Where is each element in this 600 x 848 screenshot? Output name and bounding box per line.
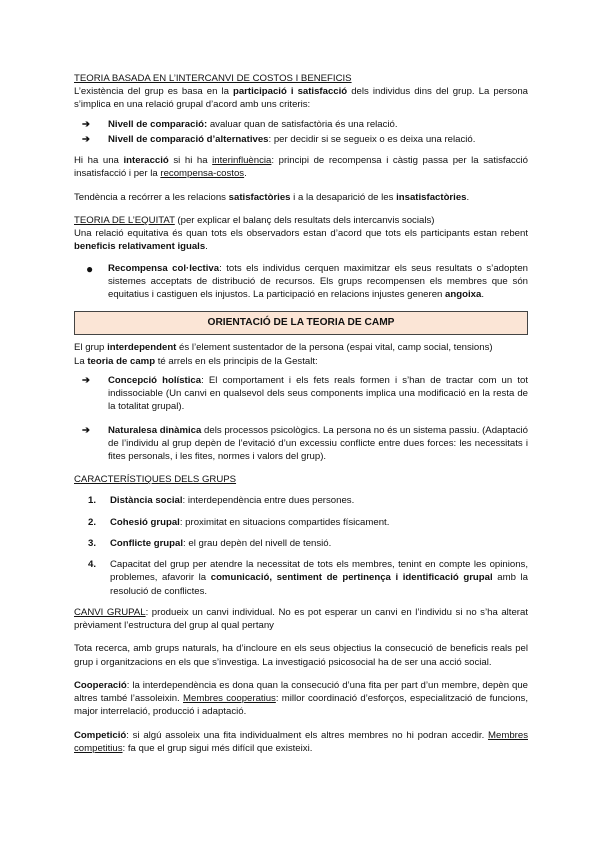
arrow-icon: ➔ <box>82 374 91 386</box>
paragraph-canvi-grupal: CANVI GRUPAL: produeix un canvi individual. No es pot esperar un canvi en l’individu si no s’ha alterat prèviament l’estructura del grup al qual pertany <box>74 606 528 632</box>
paragraph-intro: L’existència del grup es basa en la participació i satisfacció dels individus dins del grup. La persona s’implica en una relació grupal d’acord amb uns criteris: <box>74 86 528 111</box>
criteria-list <box>82 118 528 146</box>
list-item: 3. Conflicte grupal: el grau depèn del nivell de tensió. <box>88 537 332 549</box>
list-item: ➔ Nivell de comparació d’alternatives: per decidir si se segueix o es deixa una relació. <box>82 133 476 145</box>
equitat-list <box>86 262 528 302</box>
paragraph-recerca: Tota recerca, amb grups naturals, ha d’incloure en els seus objectius la consecució de beneficis reals pel grup i organitzacions en els que s’investiga. La investigació psicosocial ha de ser una acció social. <box>74 643 528 668</box>
heading-equitat: TEORIA DE L’EQUITAT (per explicar el balanç dels resultats dels intercanvis socials) <box>74 214 435 226</box>
arrow-icon: ➔ <box>82 424 91 436</box>
list-item: ➔ Naturalesa dinàmica dels processos psicològics. La persona no és un sistema passiu. (Adaptació de l’individu al grup depèn de l’evitació d’un excessiu conflicte entre dues forces: les necessitats i fites personals, i les fites, normes i valors del grup). <box>82 424 528 462</box>
list-item: ➔ Nivell de comparació: avaluar quan de satisfactòria és una relació. <box>82 118 398 130</box>
paragraph-grup: El grup interdependent és l’element sustentador de la persona (espai vital, camp social, tensions) <box>74 342 493 354</box>
list-item: 2. Cohesió grupal: proximitat en situacions compartides físicament. <box>88 516 390 528</box>
list-item: 1. Distància social: interdependència entre dues persones. <box>88 495 355 507</box>
paragraph-teoria-camp: La teoria de camp té arrels en els principis de la Gestalt: <box>74 355 318 367</box>
document-body <box>74 72 528 755</box>
caracteristiques-list <box>88 494 528 597</box>
arrow-icon: ➔ <box>82 118 91 130</box>
paragraph-tendencia: Tendència a recórrer a les relacions satisfactòries i a la desaparició de les insatisfactòries. <box>74 191 470 203</box>
arrow-icon: ➔ <box>82 133 91 145</box>
list-item: 4. Capacitat del grup per atendre la necessitat de tots els membres, tenint en compte les opinions, problemes, afavorir la comunicació, sentiment de pertinença i identificació grupal amb la resolució de conflictes. <box>88 559 528 597</box>
paragraph-equitat: Una relació equitativa és quan tots els observadors estan d’acord que tots els participants estan rebent beneficis relativament iguals. <box>74 228 528 253</box>
heading-intercanvi: TEORIA BASADA EN L’INTERCANVI DE COSTOS I BENEFICIS <box>74 73 352 84</box>
paragraph-cooperacio: Cooperació: la interdependència es dona quan la consecució d’una fita per part d’un membre, depèn que altres també l’assoleixin. Membres cooperatius: millor coordinació d’esforços, especialització de funcions, major interrelació, producció i adaptació. <box>74 679 528 718</box>
gestalt-list <box>82 374 528 463</box>
list-item: ➔ Concepció holística: El comportament i els fets reals formen i s’han de tractar com un tot indissociable (Un canvi en qualsevol dels seus components implica una modificació en la resta de la totalitat grupal). <box>82 374 528 413</box>
heading-caracteristiques: CARACTERÍSTIQUES DELS GRUPS <box>74 474 237 486</box>
paragraph-interaccio: Hi ha una interacció si hi ha interinfluència: principi de recompensa i càstig passa per la satisfacció insatisfacció i per la recompensa-costos. <box>74 155 528 180</box>
bullet-icon: ● <box>86 261 94 276</box>
paragraph-competicio: Competició: si algú assoleix una fita individualment els altres membres no hi podran accedir. Membres competitius: fa que el grup sigui més difícil que existeixi. <box>74 729 528 754</box>
list-item: ● Recompensa col·lectiva: tots els individus cerquen maximitzar els seus resultats o s’adopten sistemes acceptats de distribució de recursos. Els grups recompensen els membres que són equitatius i castiguen els injustos. La participació en relacions injustes generen angoixa. <box>86 261 528 301</box>
section-title-box: ORIENTACIÓ DE LA TEORIA DE CAMP <box>74 311 528 335</box>
